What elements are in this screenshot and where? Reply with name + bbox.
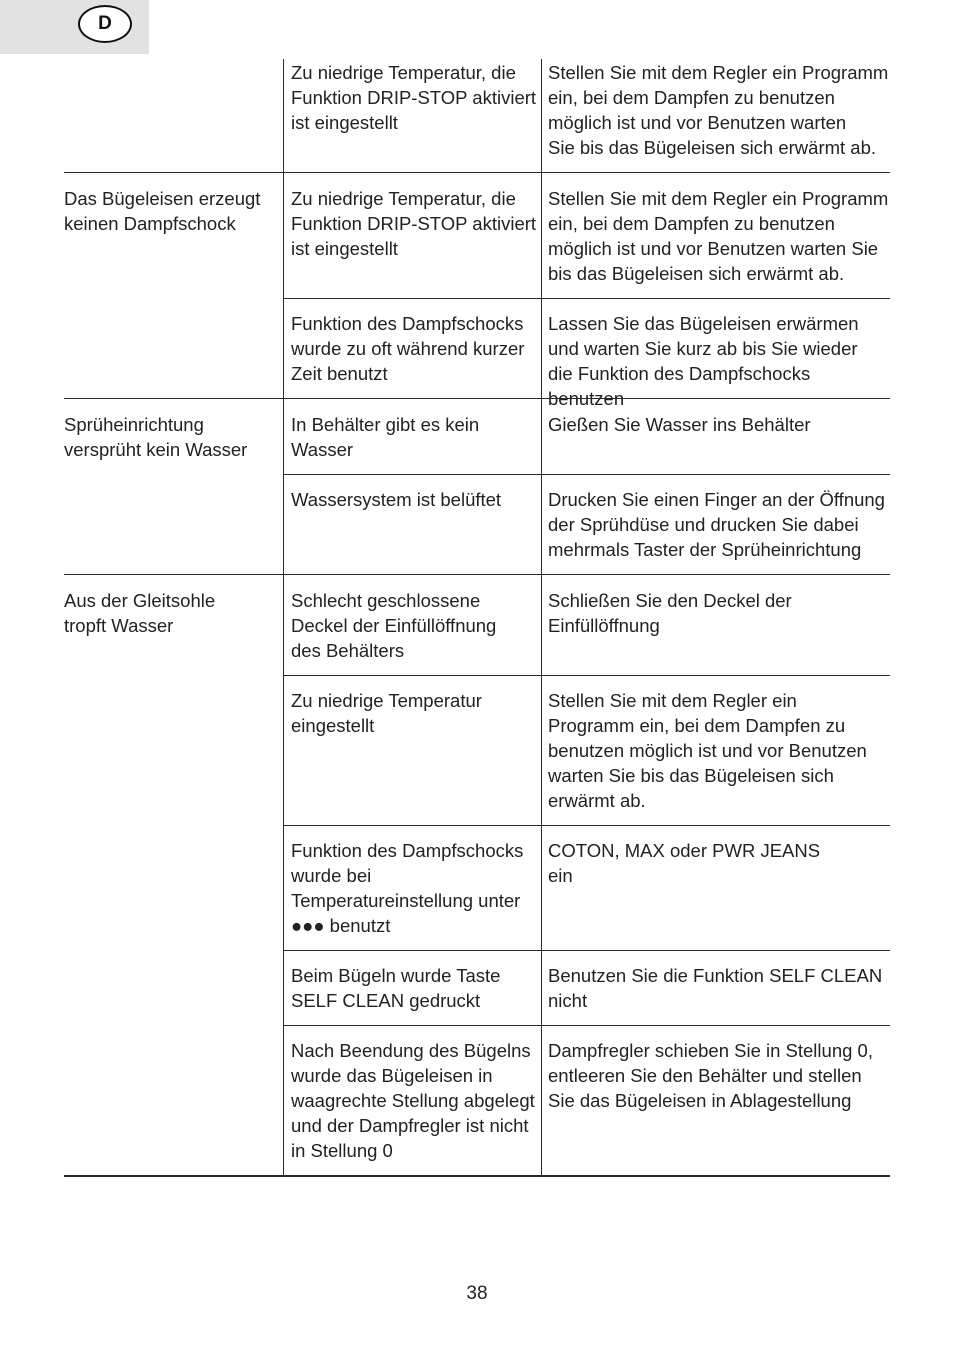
language-tab (0, 0, 149, 54)
table-bottom-rule (64, 1175, 890, 1177)
remedy-cell: Drucken Sie einen Finger an der Öffnung der Sprühdüse und drucken Sie dabei mehrmals Taster der Sprüheinrichtung (541, 474, 890, 574)
problem-cell (64, 298, 283, 411)
remedy-cell: Dampfregler schieben Sie in Stellung 0, entleeren Sie den Behälter und stellen Sie das Bügeleisen in Ablagestellung (541, 1025, 890, 1175)
cause-cell: Beim Bügeln wurde Taste SELF CLEAN gedruckt (283, 950, 541, 1025)
table-row (64, 59, 890, 172)
remedy-cell: Gießen Sie Wasser ins Behälter (541, 399, 890, 474)
table-row (64, 675, 890, 825)
cause-cell: In Behälter gibt es kein Wasser (283, 399, 541, 474)
remedy-cell: Stellen Sie mit dem Regler ein Programm ein, bei dem Dampfen zu benutzen möglich ist und vor Benutzen warten Sie bis das Bügeleisen sich erwärmt ab. (541, 59, 890, 172)
problem-cell (64, 950, 283, 1025)
remedy-cell: Stellen Sie mit dem Regler ein Programm ein, bei dem Dampfen zu benutzen möglich ist und vor Benutzen warten Sie bis das Bügeleisen sich erwärmt ab. (541, 675, 890, 825)
problem-cell (64, 474, 283, 574)
page-number: 38 (466, 1283, 488, 1304)
cause-cell: Zu niedrige Temperatur, die Funktion DRIP-STOP aktiviert ist eingestellt (283, 173, 541, 298)
table-row (64, 474, 890, 574)
language-badge: D (78, 5, 132, 43)
table-row (64, 172, 890, 298)
cause-cell: Schlecht geschlossene Deckel der Einfüllöffnung des Behälters (283, 575, 541, 675)
cause-cell: Funktion des Dampfschocks wurde zu oft während kurzer Zeit benutzt (283, 298, 541, 411)
table-row (64, 1025, 890, 1175)
remedy-cell: Lassen Sie das Bügeleisen erwärmen und warten Sie kurz ab bis Sie wieder die Funktion des Dampfschocks benutzen (541, 298, 890, 411)
problem-cell (64, 825, 283, 950)
problem-cell (64, 675, 283, 825)
remedy-cell: Stellen Sie mit dem Regler ein Programm ein, bei dem Dampfen zu benutzen möglich ist und vor Benutzen warten Sie bis das Bügeleisen sich erwärmt ab. (541, 173, 890, 298)
table-row (64, 398, 890, 474)
remedy-cell: Benutzen Sie die Funktion SELF CLEAN nicht (541, 950, 890, 1025)
cause-cell: Funktion des Dampfschocks wurde bei Temperatureinstellung unter ●●● benutzt (283, 825, 541, 950)
table-row (64, 950, 890, 1025)
table-row (64, 574, 890, 675)
table-row (64, 298, 890, 409)
cause-cell: Nach Beendung des Bügelns wurde das Bügeleisen in waagrechte Stellung abgelegt und der Dampfregler ist nicht in Stellung 0 (283, 1025, 541, 1175)
remedy-cell: Schließen Sie den Deckel der Einfüllöffnung (541, 575, 890, 675)
remedy-cell: COTON, MAX oder PWR JEANS ein (541, 825, 890, 950)
table-row (64, 825, 890, 950)
cause-cell: Wassersystem ist belüftet (283, 474, 541, 574)
problem-cell: Aus der Gleitsohle tropft Wasser (64, 590, 216, 636)
problem-cell (64, 59, 283, 172)
problem-cell (64, 1025, 283, 1175)
cause-cell: Zu niedrige Temperatur eingestellt (283, 675, 541, 825)
problem-cell: Das Bügeleisen erzeugt keinen Dampfschock (64, 188, 261, 234)
cause-cell: Zu niedrige Temperatur, die Funktion DRIP-STOP aktiviert ist eingestellt (283, 59, 541, 172)
troubleshooting-table (64, 59, 890, 1177)
problem-cell: Sprüheinrichtung versprüht kein Wasser (64, 414, 248, 460)
